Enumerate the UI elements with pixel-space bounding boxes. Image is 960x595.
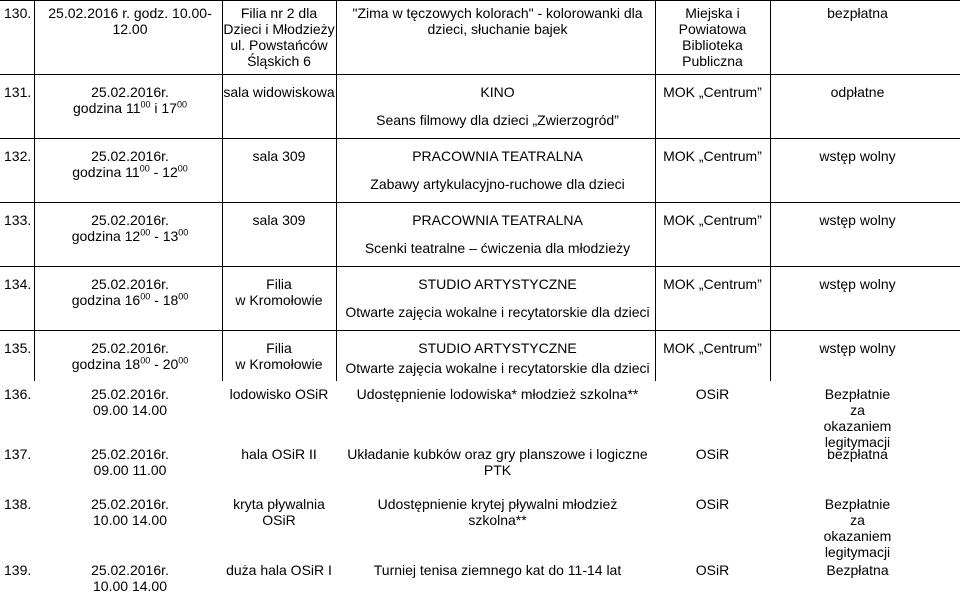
- place-line: w Kromołowie: [235, 292, 323, 308]
- organizer-line: OSiR: [695, 496, 730, 512]
- date-line: 12.00: [112, 21, 148, 37]
- date-line: 25.02.2016r.: [91, 276, 169, 292]
- table-row: [0, 0, 960, 75]
- row-number: 134.: [4, 276, 32, 292]
- column-divider: [34, 331, 35, 381]
- event-line: dzieci, słuchanie bajek: [427, 21, 568, 37]
- event-place: [222, 148, 336, 164]
- event-place: [222, 446, 336, 462]
- event-line: Turniej tenisa ziemnego kat do 11-14 lat: [373, 562, 622, 578]
- column-divider: [770, 331, 771, 381]
- table-row: [0, 380, 960, 450]
- event-organizer: [655, 562, 770, 578]
- date-line: 25.02.2016r.: [91, 84, 169, 100]
- time-line: godzina $11^{00}$ i $17^{00}$: [73, 99, 187, 116]
- event-title: PRACOWNIA TEATRALNA: [412, 212, 583, 228]
- event-title: KINO: [480, 84, 515, 100]
- fee-line: wstęp wolny: [819, 340, 896, 356]
- time-minutes: 00: [139, 163, 150, 174]
- fee-line: za: [850, 512, 865, 528]
- row-number: 137.: [4, 446, 32, 462]
- event-organizer: [655, 496, 770, 512]
- event-description: [340, 212, 655, 256]
- time-minutes: 00: [140, 99, 151, 110]
- place-line: ul. Powstańców: [230, 37, 328, 53]
- table-row: [0, 330, 960, 381]
- place-line: duża hala OSiR I: [226, 562, 332, 578]
- event-date: [40, 446, 220, 478]
- organizer-line: MOK „Centrum”: [663, 276, 762, 292]
- date-line: 25.02.2016 r. godz. 10.00-: [48, 5, 212, 21]
- row-number: 130.: [4, 5, 32, 21]
- spacer: [340, 228, 655, 240]
- place-line: w Kromołowie: [235, 356, 323, 372]
- place-line: kryta pływalnia: [233, 496, 325, 512]
- date-line: 25.02.2016r.: [91, 340, 169, 356]
- event-date: [40, 496, 220, 528]
- fee-line: odpłatne: [830, 84, 885, 100]
- column-divider: [336, 203, 337, 267]
- event-description: [340, 148, 655, 192]
- column-divider: [336, 75, 337, 139]
- date-line: 25.02.2016r.: [91, 496, 169, 512]
- event-description: [340, 446, 655, 478]
- organizer-line: MOK „Centrum”: [663, 148, 762, 164]
- time-line: godzina $18^{00} - 20^{00}$: [71, 355, 189, 372]
- fee-line: legitymacji: [824, 544, 891, 560]
- event-date: [40, 386, 220, 418]
- column-divider: [336, 1, 337, 75]
- organizer-line: Biblioteka: [682, 37, 743, 53]
- time-minutes: 00: [140, 291, 151, 302]
- event-fee: [770, 340, 945, 356]
- fee-line: okazaniem: [823, 418, 892, 434]
- date-line: 25.02.2016r.: [91, 446, 169, 462]
- event-place: [222, 562, 336, 578]
- time-line: godzina $12^{00} - 13^{00}$: [71, 227, 189, 244]
- fee-line: wstęp wolny: [819, 148, 896, 164]
- event-subtitle: Otwarte zajęcia wokalne i recytatorskie dla dzieci: [345, 304, 650, 320]
- event-place: [222, 84, 336, 100]
- event-date: [40, 84, 220, 116]
- event-date: [40, 5, 220, 37]
- row-number: 132.: [4, 148, 32, 164]
- event-subtitle: Scenki teatralne – ćwiczenia dla młodzieży: [364, 240, 631, 256]
- fee-line: wstęp wolny: [819, 276, 896, 292]
- event-subtitle: Otwarte zajęcia wokalne i recytatorskie dla dzieci: [345, 360, 650, 376]
- place-line: sala 309: [252, 212, 306, 228]
- organizer-line: Publiczna: [682, 53, 743, 69]
- table-row: [0, 138, 960, 203]
- event-fee: [770, 562, 945, 578]
- fee-line: bezpłatna: [827, 5, 888, 21]
- spacer: [340, 100, 655, 112]
- time-minutes: 00: [177, 163, 188, 174]
- row-number: 133.: [4, 212, 32, 228]
- event-date: [40, 148, 220, 180]
- event-line: Udostępnienie lodowiska* młodzież szkolna**: [356, 386, 639, 402]
- time-minutes: 00: [176, 99, 187, 110]
- event-organizer: [655, 340, 770, 356]
- event-subtitle: Seans filmowy dla dzieci „Zwierzogród”: [376, 112, 619, 128]
- spacer: [340, 164, 655, 176]
- event-description: [340, 5, 655, 37]
- event-fee: [770, 5, 945, 21]
- fee-line: bezpłatna: [827, 446, 888, 462]
- fee-line: legitymacji: [824, 434, 891, 450]
- time-minutes: 00: [140, 355, 151, 366]
- event-place: [222, 496, 336, 528]
- event-organizer: [655, 386, 770, 402]
- date-line: 09.00 11.00: [93, 462, 167, 478]
- table-row: [0, 490, 960, 560]
- event-fee: [770, 84, 945, 100]
- event-place: [222, 5, 336, 69]
- organizer-line: Miejska i: [685, 5, 740, 21]
- time-line: godzina $11^{00} - 12^{00}$: [72, 163, 188, 180]
- organizer-line: MOK „Centrum”: [663, 84, 762, 100]
- organizer-line: OSiR: [695, 386, 730, 402]
- event-description: [340, 386, 655, 402]
- event-subtitle: Zabawy artykulacyjno-ruchowe dla dzieci: [370, 176, 625, 192]
- date-line: 25.02.2016r.: [91, 386, 169, 402]
- event-place: [222, 386, 336, 402]
- place-line: Dzieci i Młodzieży: [223, 21, 335, 37]
- event-fee: [770, 276, 945, 292]
- event-line: Udostępnienie krytej pływalni młodzież: [377, 496, 618, 512]
- event-description: [340, 562, 655, 578]
- event-fee: [770, 446, 945, 462]
- column-divider: [336, 139, 337, 203]
- event-title: STUDIO ARTYSTYCZNE: [418, 276, 577, 292]
- column-divider: [336, 267, 337, 331]
- place-line: OSiR: [262, 512, 296, 528]
- event-date: [40, 562, 220, 594]
- time-minutes: 00: [140, 227, 151, 238]
- column-divider: [655, 331, 656, 381]
- row-number: 131.: [4, 84, 32, 100]
- event-line: PTK: [483, 462, 512, 478]
- table-row: [0, 550, 960, 595]
- place-line: Filia: [266, 276, 292, 292]
- fee-line: Bezpłatnie: [824, 386, 891, 402]
- event-place: [222, 340, 336, 372]
- event-organizer: [655, 276, 770, 292]
- fee-line: Bezpłatnie: [824, 496, 891, 512]
- time-minutes: 00: [178, 227, 189, 238]
- row-number: 139.: [4, 562, 32, 578]
- row-number: 138.: [4, 496, 32, 512]
- event-organizer: [655, 212, 770, 228]
- fee-line: za: [850, 402, 865, 418]
- time-minutes: 00: [178, 355, 189, 366]
- place-line: Filia: [266, 340, 292, 356]
- organizer-line: OSiR: [695, 562, 730, 578]
- column-divider: [336, 331, 337, 381]
- event-description: [340, 340, 655, 376]
- place-line: hala OSiR II: [241, 446, 317, 462]
- fee-line: okazaniem: [823, 528, 892, 544]
- event-organizer: [655, 5, 770, 69]
- organizer-line: Powiatowa: [678, 21, 747, 37]
- organizer-line: MOK „Centrum”: [663, 212, 762, 228]
- row-number: 135.: [4, 340, 32, 356]
- date-line: 25.02.2016r.: [91, 148, 169, 164]
- fee-line: Bezpłatna: [826, 562, 889, 578]
- row-number: 136.: [4, 386, 32, 402]
- event-date: [40, 276, 220, 308]
- place-line: Śląskich 6: [247, 53, 311, 69]
- table-row: [0, 74, 960, 139]
- place-line: lodowisko OSiR: [229, 386, 329, 402]
- event-date: [40, 340, 220, 372]
- event-description: [340, 496, 655, 528]
- event-fee: [770, 148, 945, 164]
- spacer: [340, 292, 655, 304]
- event-organizer: [655, 148, 770, 164]
- date-line: 25.02.2016r.: [91, 562, 169, 578]
- event-line: Układanie kubków oraz gry planszowe i logiczne: [347, 446, 648, 462]
- event-date: [40, 212, 220, 244]
- table-row: [0, 202, 960, 267]
- event-place: [222, 276, 336, 308]
- event-line: szkolna**: [468, 512, 527, 528]
- event-description: [340, 84, 655, 128]
- date-line: 10.00 14.00: [93, 512, 167, 528]
- table-row: [0, 440, 960, 490]
- date-line: 10.00 14.00: [93, 578, 167, 594]
- event-organizer: [655, 84, 770, 100]
- place-line: sala 309: [252, 148, 306, 164]
- place-line: Filia nr 2 dla: [240, 5, 318, 21]
- place-line: sala widowiskowa: [223, 84, 335, 100]
- date-line: 25.02.2016r.: [91, 212, 169, 228]
- organizer-line: MOK „Centrum”: [663, 340, 762, 356]
- fee-line: wstęp wolny: [819, 212, 896, 228]
- event-fee: [770, 212, 945, 228]
- event-place: [222, 212, 336, 228]
- time-minutes: 00: [178, 291, 189, 302]
- event-title: PRACOWNIA TEATRALNA: [412, 148, 583, 164]
- event-organizer: [655, 446, 770, 462]
- table-row: [0, 266, 960, 331]
- event-title: STUDIO ARTYSTYCZNE: [418, 340, 577, 356]
- event-description: [340, 276, 655, 320]
- organizer-line: OSiR: [695, 446, 730, 462]
- date-line: 09.00 14.00: [93, 402, 167, 418]
- time-line: godzina $16^{00} - 18^{00}$: [71, 291, 189, 308]
- event-line: "Zima w tęczowych kolorach" - kolorowanki dla: [352, 5, 643, 21]
